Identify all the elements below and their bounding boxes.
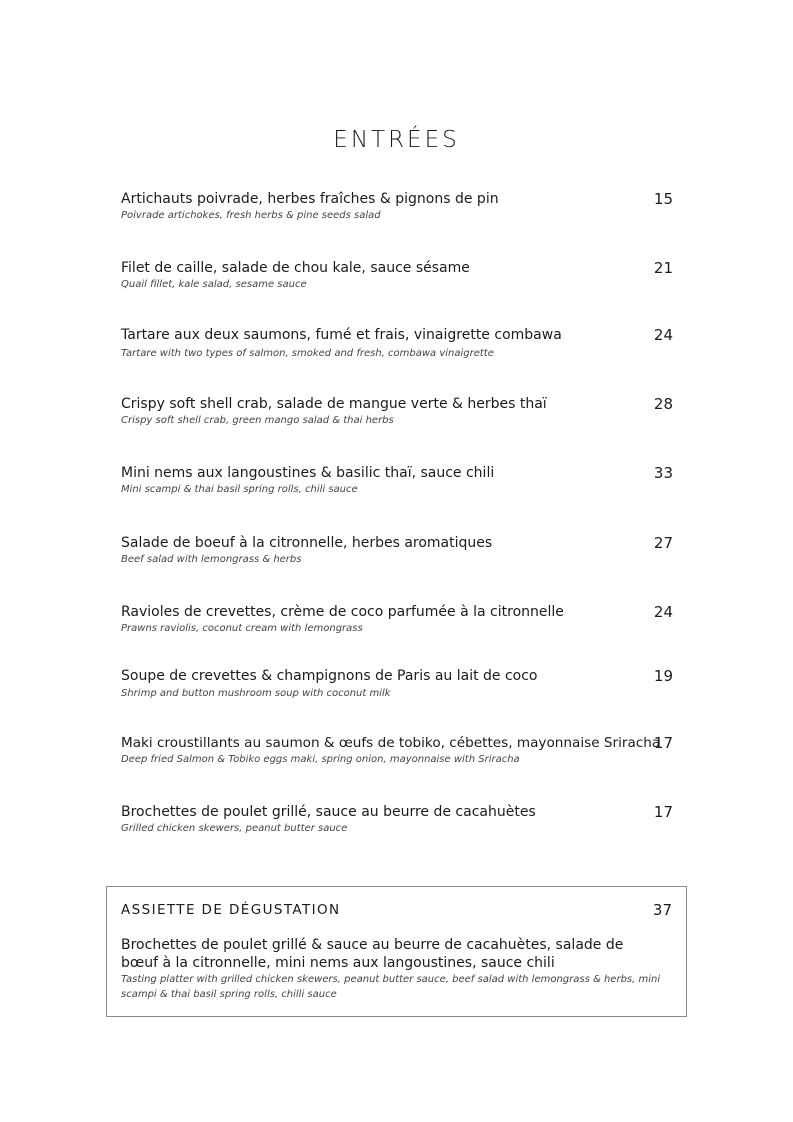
item-name-fr: Tartare aux deux saumons, fumé et frais, vinaigrette combawa (121, 327, 562, 343)
item-price: 17 (653, 734, 673, 752)
menu-item (121, 734, 673, 767)
menu-item (121, 259, 673, 292)
item-name-en: Shrimp and button mushroom soup with coconut milk (121, 688, 391, 699)
tasting-description-fr: Brochettes de poulet grillé & sauce au beurre de cacahuètes, salade de bœuf à la citronnelle, mini nems aux langoustines, sauce chili (121, 937, 624, 971)
item-name-en: Crispy soft shell crab, green mango salad & thai herbs (121, 415, 394, 426)
item-name-fr: Mini nems aux langoustines & basilic thaï, sauce chili (121, 465, 495, 481)
page-title: ENTRÉES (333, 127, 460, 153)
item-price: 19 (653, 667, 673, 685)
item-price: 17 (653, 803, 673, 821)
item-price: 27 (653, 534, 673, 552)
tasting-description-en: Tasting platter with grilled chicken skewers, peanut butter sauce, beef salad with lemongrass & herbs, mini scampi & thai basil spring rolls, chilli sauce (121, 974, 661, 1000)
item-price: 24 (653, 603, 673, 621)
tasting-price: 37 (652, 901, 672, 919)
menu-item (121, 190, 673, 223)
item-name-en: Mini scampi & thai basil spring rolls, chili sauce (121, 484, 358, 495)
tasting-platter-box (106, 886, 687, 1017)
menu-item (121, 534, 673, 567)
menu-item (121, 464, 673, 497)
menu-item (121, 395, 673, 428)
item-price: 21 (653, 259, 673, 277)
item-name-fr: Maki croustillants au saumon & œufs de tobiko, cébettes, mayonnaise Sriracha (121, 735, 661, 751)
item-name-fr: Brochettes de poulet grillé, sauce au beurre de cacahuètes (121, 804, 536, 820)
tasting-title: ASSIETTE DE DÉGUSTATION (121, 902, 341, 918)
menu-item (121, 326, 673, 361)
item-name-en: Tartare with two types of salmon, smoked and fresh, combawa vinaigrette (121, 348, 494, 359)
item-name-en: Deep fried Salmon & Tobiko eggs maki, spring onion, mayonnaise with Sriracha (121, 754, 520, 765)
item-name-fr: Artichauts poivrade, herbes fraîches & pignons de pin (121, 191, 499, 207)
item-name-fr: Filet de caille, salade de chou kale, sauce sésame (121, 260, 470, 276)
item-name-en: Grilled chicken skewers, peanut butter sauce (121, 823, 348, 834)
item-name-en: Quail fillet, kale salad, sesame sauce (121, 279, 307, 290)
item-name-en: Prawns raviolis, coconut cream with lemongrass (121, 623, 363, 634)
item-price: 28 (653, 395, 673, 413)
item-name-fr: Ravioles de crevettes, crème de coco parfumée à la citronnelle (121, 604, 564, 620)
menu-item (121, 803, 673, 836)
item-name-fr: Crispy soft shell crab, salade de mangue verte & herbes thaï (121, 396, 547, 412)
item-price: 15 (653, 190, 673, 208)
item-name-fr: Soupe de crevettes & champignons de Paris au lait de coco (121, 668, 538, 684)
item-price: 24 (653, 326, 673, 344)
item-price: 33 (653, 464, 673, 482)
menu-item (121, 603, 673, 636)
item-name-fr: Salade de boeuf à la citronnelle, herbes aromatiques (121, 535, 493, 551)
item-name-en: Poivrade artichokes, fresh herbs & pine seeds salad (121, 210, 381, 221)
item-name-en: Beef salad with lemongrass & herbs (121, 554, 302, 565)
menu-item (121, 667, 673, 701)
